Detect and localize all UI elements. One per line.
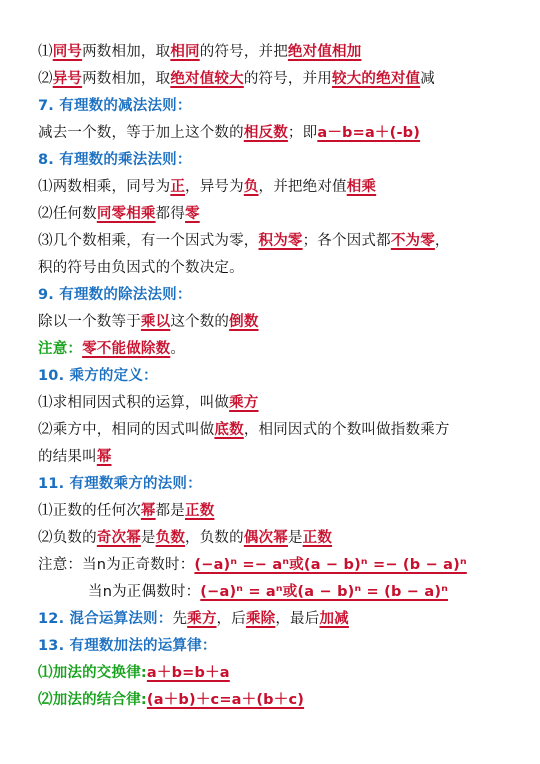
keyword-text: (a＋b)＋c=a＋(b＋c) [146, 692, 305, 708]
keyword-text: 同零相乘 [96, 206, 156, 222]
body-text: ， [434, 233, 450, 249]
rule-line-10 [38, 420, 450, 440]
keyword-text: 同号 [52, 44, 83, 60]
body-text: 除以一个数等于 [38, 314, 141, 330]
keyword-text: 相反数 [243, 125, 288, 141]
keyword-text: 不为零 [390, 233, 435, 249]
keyword-text: 乘除 [245, 611, 276, 627]
rule-line-7 [38, 258, 244, 278]
body-text: 先 [172, 611, 188, 627]
keyword-text: 绝对值相加 [287, 44, 362, 60]
keyword-text: 较大的绝对值 [332, 71, 421, 87]
heading-text: 8. 有理数的乘法法则： [38, 152, 192, 168]
body-text: ⑴ [38, 44, 53, 60]
body-text: ⑵加法的结合律: [38, 692, 147, 708]
body-text: 的符号，并把 [199, 44, 288, 60]
body-text: 两数相加，取 [82, 71, 171, 87]
keyword-text: (−a)ⁿ = aⁿ或(a − b)ⁿ = (b − a)ⁿ [200, 584, 449, 600]
rule-line-4 [38, 177, 376, 197]
rule-line-6 [38, 231, 450, 251]
keyword-text: (−a)ⁿ =− aⁿ或(a − b)ⁿ =− (b − a)ⁿ [194, 557, 467, 573]
keyword-text: 绝对值较大 [170, 71, 244, 87]
body-text: ；即 [287, 125, 318, 141]
heading-text: 11. 有理数乘方的法则： [38, 476, 202, 492]
keyword-text: 相乘 [346, 179, 377, 195]
keyword-text: 积为零 [258, 233, 303, 249]
body-text: 积的符号由负因式的个数决定。 [38, 260, 244, 276]
keyword-text: 零不能做除数 [82, 341, 171, 357]
rule-line-11 [38, 447, 112, 467]
keyword-text: 底数 [214, 422, 244, 438]
body-text: ⑵ [38, 71, 53, 87]
rule-line-8 [38, 312, 259, 332]
rule-line-12 [38, 501, 214, 521]
keyword-text: a＋b=b＋a [146, 665, 230, 681]
keyword-text: 正 [170, 179, 186, 195]
rule-line-9 [38, 393, 259, 413]
body-text: 两数相加，取 [82, 44, 171, 60]
body-text: ；各个因式都 [302, 233, 391, 249]
body-text: ，最后 [275, 611, 320, 627]
rule-line-1 [38, 42, 361, 62]
body-text: ⑶几个数相乘，有一个因式为零， [38, 233, 259, 249]
body-text: ，负数的 [185, 530, 244, 546]
section-heading-12 [38, 609, 349, 629]
body-text: ，异号为 [185, 179, 244, 195]
body-text: ⑴求相同因式积的运算，叫做 [38, 395, 230, 411]
keyword-text: a－b=a＋(-b) [317, 125, 421, 141]
body-text: ⑴加法的交换律: [38, 665, 147, 681]
body-text: ⑴正数的任何次 [38, 503, 141, 519]
section-heading-8 [38, 150, 192, 170]
keyword-text: 乘以 [140, 314, 171, 330]
keyword-text: 奇次幂 [96, 530, 141, 546]
section-heading-7 [38, 96, 192, 116]
body-text: 注意：当n为正奇数时： [38, 557, 195, 573]
body-text: 的结果叫 [38, 449, 97, 465]
heading-text: 9. 有理数的除法法则： [38, 287, 192, 303]
law-line-1 [38, 663, 230, 683]
keyword-text: 正数 [185, 503, 215, 519]
rule-line-5 [38, 204, 200, 224]
body-text: ，相同因式的个数叫做指数乘方 [243, 422, 450, 438]
body-text: 。 [170, 341, 186, 357]
body-text: ，后 [216, 611, 246, 627]
body-text: ⑵乘方中，相同的因式叫做 [38, 422, 215, 438]
keyword-text: 倒数 [229, 314, 259, 330]
keyword-text: 负 [243, 179, 259, 195]
rule-line-2 [38, 69, 435, 89]
section-heading-9 [38, 285, 192, 305]
body-text: 当n为正偶数时： [88, 584, 201, 600]
note-line-3 [88, 582, 448, 602]
body-text: 都是 [155, 503, 186, 519]
body-text: ⑴两数相乘，同号为 [38, 179, 171, 195]
heading-text: 7. 有理数的减法法则： [38, 98, 192, 114]
body-text: 减去一个数，等于加上这个数的 [38, 125, 244, 141]
keyword-text: 异号 [52, 71, 83, 87]
body-text: 这个数的 [170, 314, 230, 330]
heading-text: 12. 混合运算法则： [38, 611, 173, 627]
section-heading-13 [38, 636, 217, 656]
keyword-text: 加减 [319, 611, 349, 627]
body-text: 都得 [155, 206, 186, 222]
heading-text: 10. 乘方的定义： [38, 368, 158, 384]
section-heading-10 [38, 366, 158, 386]
heading-text: 13. 有理数加法的运算律： [38, 638, 217, 654]
note-line-1 [38, 339, 185, 359]
keyword-text: 偶次幂 [243, 530, 288, 546]
rule-line-13 [38, 528, 332, 548]
body-text: ⑵任何数 [38, 206, 97, 222]
body-text: 的符号，并用 [243, 71, 333, 87]
keyword-text: 相同 [170, 44, 200, 60]
keyword-text: 幂 [140, 503, 156, 519]
keyword-text: 负数 [155, 530, 186, 546]
body-text: 注意： [38, 341, 83, 357]
section-heading-11 [38, 474, 202, 494]
keyword-text: 正数 [302, 530, 333, 546]
note-line-2 [38, 555, 467, 575]
law-line-2 [38, 690, 304, 710]
keyword-text: 幂 [96, 449, 112, 465]
body-text: 是 [287, 530, 303, 546]
keyword-text: 零 [185, 206, 200, 222]
rule-line-3 [38, 123, 420, 143]
keyword-text: 乘方 [187, 611, 217, 627]
body-text: 减 [420, 71, 435, 87]
body-text: ，并把绝对值 [258, 179, 347, 195]
body-text: ⑵负数的 [38, 530, 97, 546]
keyword-text: 乘方 [229, 395, 259, 411]
body-text: 是 [140, 530, 156, 546]
